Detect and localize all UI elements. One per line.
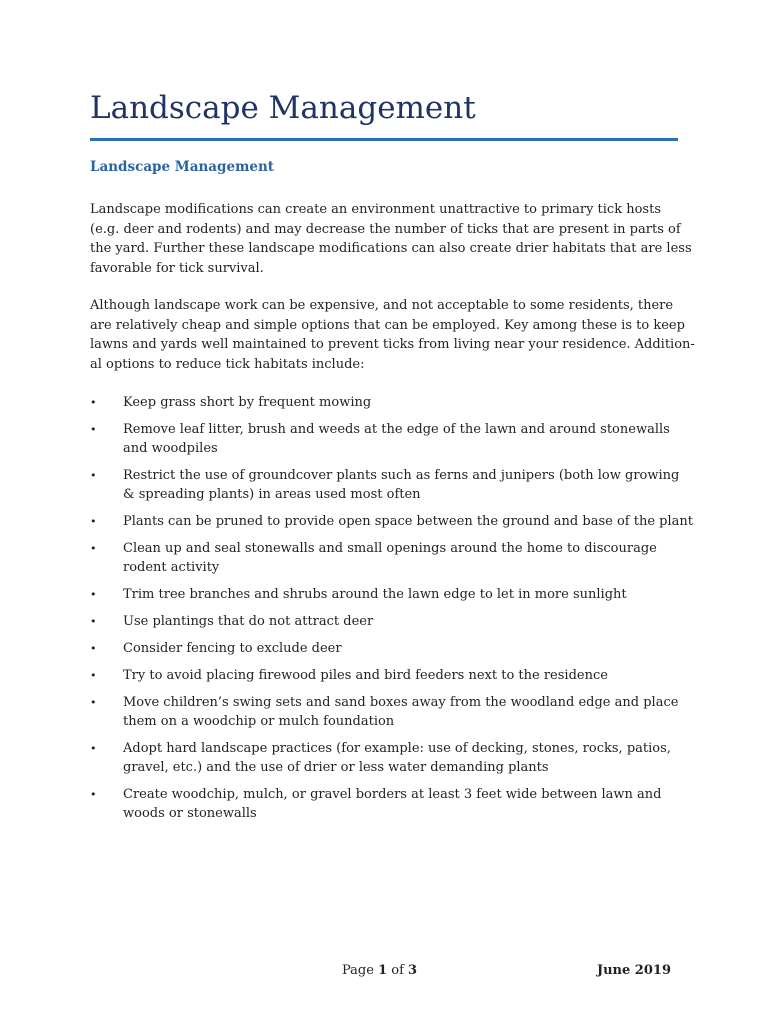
list-item <box>90 612 690 631</box>
page-of: of <box>387 963 409 978</box>
list-item <box>90 466 690 504</box>
paragraph-line: (e.g. deer and rodents) and may decrease the number of ticks that are present in parts of <box>90 221 681 237</box>
bullet-icon: • <box>90 469 97 482</box>
title-underline <box>90 138 678 141</box>
list-item <box>90 585 690 604</box>
page-number <box>342 963 417 978</box>
bullet-icon: • <box>90 542 97 555</box>
bullet-icon: • <box>90 396 97 409</box>
list-item-text: Plants can be pruned to provide open space between the ground and base of the plant <box>123 514 693 529</box>
page-title: Landscape Management <box>90 90 476 126</box>
list-item-text: Consider fencing to exclude deer <box>123 641 342 656</box>
list-item-text: them on a woodchip or mulch foundation <box>123 714 395 729</box>
bullet-icon: • <box>90 696 97 709</box>
list-item <box>90 739 690 777</box>
list-item <box>90 785 690 823</box>
paragraph-line: are relatively cheap and simple options that can be employed. Key among these is to keep <box>90 317 685 333</box>
page-current: 1 <box>378 963 388 978</box>
section-heading: Landscape Management <box>90 159 274 175</box>
list-item-text: Keep grass short by frequent mowing <box>123 395 372 410</box>
footer-date: June 2019 <box>596 963 671 978</box>
list-item <box>90 666 690 685</box>
list-item <box>90 420 690 458</box>
list-item-text: rodent activity <box>123 560 220 575</box>
list-item-text: Trim tree branches and shrubs around the lawn edge to let in more sunlight <box>123 587 627 602</box>
intro-paragraph <box>90 200 690 278</box>
paragraph-line: the yard. Further these landscape modifications can also create drier habitats that are less <box>90 241 692 256</box>
list-item <box>90 539 690 577</box>
bullet-icon: • <box>90 742 97 755</box>
page-prefix: Page <box>342 963 379 978</box>
list-item-text: Remove leaf litter, brush and weeds at the edge of the lawn and around stonewalls <box>123 422 670 437</box>
list-item <box>90 639 690 658</box>
bullet-icon: • <box>90 669 97 682</box>
page-total: 3 <box>408 963 418 978</box>
bullet-icon: • <box>90 642 97 655</box>
list-item-text: gravel, etc.) and the use of drier or less water demanding plants <box>123 760 549 775</box>
paragraph-line: favorable for tick survival. <box>90 260 264 276</box>
list-item <box>90 693 690 731</box>
paragraph-line: Landscape modifications can create an environment unattractive to primary tick hosts <box>90 202 661 217</box>
bullet-icon: • <box>90 515 97 528</box>
list-item <box>90 393 690 412</box>
list-item-text: Move children’s swing sets and sand boxes away from the woodland edge and place <box>123 695 679 710</box>
paragraph-line: lawns and yards well maintained to prevent ticks from living near your residence. Addition- <box>90 337 695 352</box>
list-item-text: woods or stonewalls <box>123 806 257 821</box>
tick-habitat-options-list <box>90 393 693 831</box>
list-item-text: Use plantings that do not attract deer <box>123 614 374 629</box>
bullet-icon: • <box>90 615 97 628</box>
list-item-text: Clean up and seal stonewalls and small openings around the home to discourage <box>123 541 657 556</box>
list-item-text: Adopt hard landscape practices (for example: use of decking, stones, rocks, patios, <box>123 741 671 756</box>
bullet-icon: • <box>90 588 97 601</box>
list-item-text: Create woodchip, mulch, or gravel borders at least 3 feet wide between lawn and <box>123 787 662 802</box>
paragraph-line: Although landscape work can be expensive, and not acceptable to some residents, there <box>90 298 674 313</box>
options-paragraph <box>90 296 695 374</box>
list-item <box>90 512 693 531</box>
list-item-text: Try to avoid placing firewood piles and bird feeders next to the residence <box>123 668 608 683</box>
list-item-text: Restrict the use of groundcover plants such as ferns and junipers (both low growing <box>123 468 680 483</box>
list-item-text: and woodpiles <box>123 441 218 456</box>
bullet-icon: • <box>90 423 97 436</box>
list-item-text: & spreading plants) in areas used most often <box>123 487 421 502</box>
bullet-icon: • <box>90 788 97 801</box>
paragraph-line: al options to reduce tick habitats include: <box>90 356 365 372</box>
